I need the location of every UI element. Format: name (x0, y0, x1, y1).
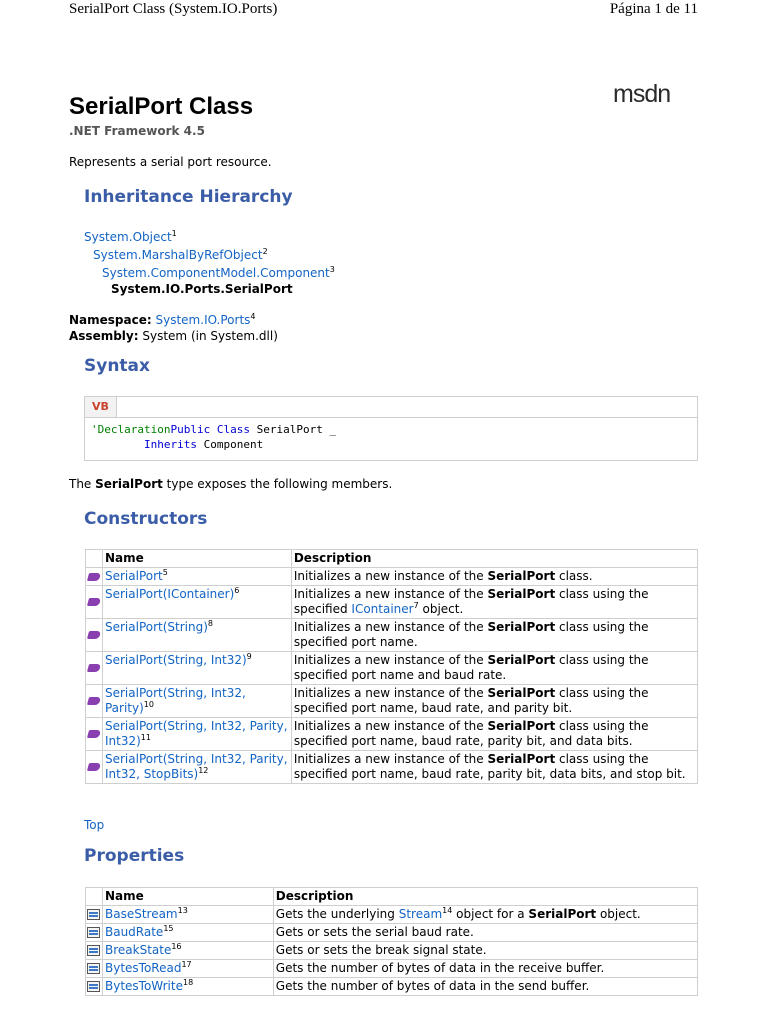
column-header-name: Name (102, 550, 291, 568)
table-header-row (86, 888, 698, 906)
member-link[interactable]: SerialPort (104, 569, 163, 583)
language-tab-vb[interactable]: VB (85, 397, 117, 418)
footnote-ref: 3 (329, 265, 335, 274)
member-link[interactable]: BaudRate (104, 925, 164, 939)
hierarchy-item-marshalbyref (93, 248, 268, 262)
table-row (86, 942, 698, 960)
code-comment: 'Declaration (91, 423, 171, 436)
hierarchy-item-object (84, 230, 177, 244)
member-link[interactable]: BytesToRead (104, 961, 182, 975)
footnote-ref: 18 (182, 978, 194, 987)
table-row (86, 906, 698, 924)
msdn-logo: msdn (613, 80, 671, 108)
table-row (86, 685, 698, 718)
member-link[interactable]: SerialPort(String) (104, 620, 208, 634)
intro-bold: SerialPort (95, 477, 163, 491)
header-icon-cell (86, 550, 103, 568)
page-header-title: SerialPort Class (System.IO.Ports) (69, 1, 278, 17)
constructors-heading: Constructors (84, 509, 208, 529)
footnote-ref: 9 (246, 652, 252, 661)
assembly-value: System (in System.dll) (142, 329, 278, 343)
properties-heading: Properties (84, 846, 185, 866)
namespace-link[interactable]: System.IO.Ports (155, 313, 251, 327)
code-snippet (84, 396, 698, 461)
public-property-icon (87, 945, 100, 956)
public-method-icon (87, 763, 101, 771)
footnote-ref: 13 (177, 906, 188, 915)
intro-text: The (69, 477, 96, 491)
member-description: Initializes a new instance of the SerialPort class using the specified port name. (291, 619, 697, 652)
hierarchy-item-component (102, 266, 335, 280)
namespace-line (69, 313, 256, 327)
public-property-icon (87, 927, 100, 938)
member-description: Gets the number of bytes of data in the receive buffer. (273, 960, 697, 978)
table-header-row (86, 550, 698, 568)
table-row (86, 619, 698, 652)
footnote-ref: 15 (163, 924, 174, 933)
page-number: Página 1 de 11 (609, 1, 698, 17)
code-line-2 (91, 438, 263, 451)
framework-version: .NET Framework 4.5 (69, 124, 205, 138)
table-row (86, 718, 698, 751)
footnote-ref: 14 (442, 906, 453, 915)
code-keyword: Inherits (143, 438, 197, 451)
code-keyword: Public (170, 423, 211, 436)
public-property-icon (87, 981, 100, 992)
member-description: Initializes a new instance of the SerialPort class using the specified port name, baud rate, parity bit, and data bits. (291, 718, 697, 751)
public-property-icon (87, 963, 100, 974)
marshalbyrefobject-link[interactable]: System.MarshalByRefObject (93, 248, 263, 262)
code-line-1 (91, 423, 336, 436)
code-body (85, 417, 697, 461)
top-link[interactable]: Top (84, 818, 105, 832)
constructors-table (85, 549, 698, 784)
footnote-ref: 16 (171, 942, 182, 951)
footnote-ref: 17 (181, 960, 192, 969)
properties-table (85, 887, 698, 996)
member-link[interactable]: SerialPort(String, Int32) (104, 653, 247, 667)
inheritance-heading: Inheritance Hierarchy (84, 187, 293, 207)
member-description: Initializes a new instance of the SerialPort class. (291, 568, 697, 586)
member-description: Initializes a new instance of the SerialPort class using the specified port name and baud rate. (291, 652, 697, 685)
footnote-ref: 7 (413, 601, 419, 610)
member-description: Gets or sets the break signal state. (273, 942, 697, 960)
member-link[interactable]: SerialPort(IContainer) (104, 587, 235, 601)
table-row (86, 978, 698, 996)
member-description: Gets the underlying Stream$^{14}$ object for a SerialPort object. (273, 906, 697, 924)
table-row (86, 586, 698, 619)
public-method-icon (87, 573, 101, 581)
public-property-icon (87, 909, 100, 920)
code-text: Component (196, 438, 264, 451)
public-method-icon (87, 664, 101, 672)
table-row (86, 652, 698, 685)
column-header-name: Name (102, 888, 273, 906)
code-text: SerialPort _ (249, 423, 337, 436)
member-link[interactable]: BaseStream (104, 907, 178, 921)
footnote-ref: 5 (162, 568, 168, 577)
member-link[interactable]: SerialPort(String, Int32, Parity, Int32) (104, 719, 288, 748)
component-link[interactable]: System.ComponentModel.Component (102, 266, 330, 280)
footnote-ref: 10 (143, 700, 154, 709)
footnote-ref: 4 (250, 312, 256, 321)
assembly-line (69, 329, 278, 343)
public-method-icon (87, 598, 101, 606)
syntax-heading: Syntax (84, 356, 150, 376)
table-row (86, 751, 698, 784)
footnote-ref: 11 (140, 733, 151, 742)
table-row (86, 924, 698, 942)
assembly-label: Assembly: (69, 329, 139, 343)
member-description: Initializes a new instance of the SerialPort class using the specified IContainer$^7$ object. (291, 586, 697, 619)
summary-text: Represents a serial port resource. (69, 155, 272, 169)
footnote-ref: 8 (207, 619, 213, 628)
icontainer-link[interactable]: IContainer (351, 602, 414, 616)
table-row (86, 960, 698, 978)
system-object-link[interactable]: System.Object (84, 230, 172, 244)
column-header-description: Description (291, 550, 697, 568)
public-method-icon (87, 697, 101, 705)
member-description: Gets or sets the serial baud rate. (273, 924, 697, 942)
member-description: Initializes a new instance of the SerialPort class using the specified port name, baud rate, and parity bit. (291, 685, 697, 718)
column-header-description: Description (273, 888, 697, 906)
member-link[interactable]: SerialPort(String, Int32, Parity) (104, 686, 246, 715)
footnote-ref: 12 (198, 766, 209, 775)
members-intro (69, 477, 392, 491)
public-method-icon (87, 730, 101, 738)
intro-text: type exposes the following members. (162, 477, 393, 491)
member-link[interactable]: SerialPort(String, Int32, Parity, Int32, StopBits) (104, 752, 288, 781)
member-link[interactable]: BreakState (104, 943, 172, 957)
stream-link[interactable]: Stream (398, 907, 443, 921)
table-row (86, 568, 698, 586)
footnote-ref: 2 (262, 247, 268, 256)
member-link[interactable]: BytesToWrite (104, 979, 183, 993)
footnote-ref: 1 (171, 229, 177, 238)
public-method-icon (87, 631, 101, 639)
code-keyword: Class (216, 423, 250, 436)
footnote-ref: 6 (234, 586, 240, 595)
page-title: SerialPort Class (69, 93, 254, 120)
member-description: Gets the number of bytes of data in the send buffer. (273, 978, 697, 996)
hierarchy-item-serialport: System.IO.Ports.SerialPort (111, 282, 293, 296)
member-description: Initializes a new instance of the SerialPort class using the specified port name, baud rate, parity bit, data bits, and stop bit. (291, 751, 697, 784)
namespace-label: Namespace: (69, 313, 152, 327)
header-icon-cell (86, 888, 103, 906)
